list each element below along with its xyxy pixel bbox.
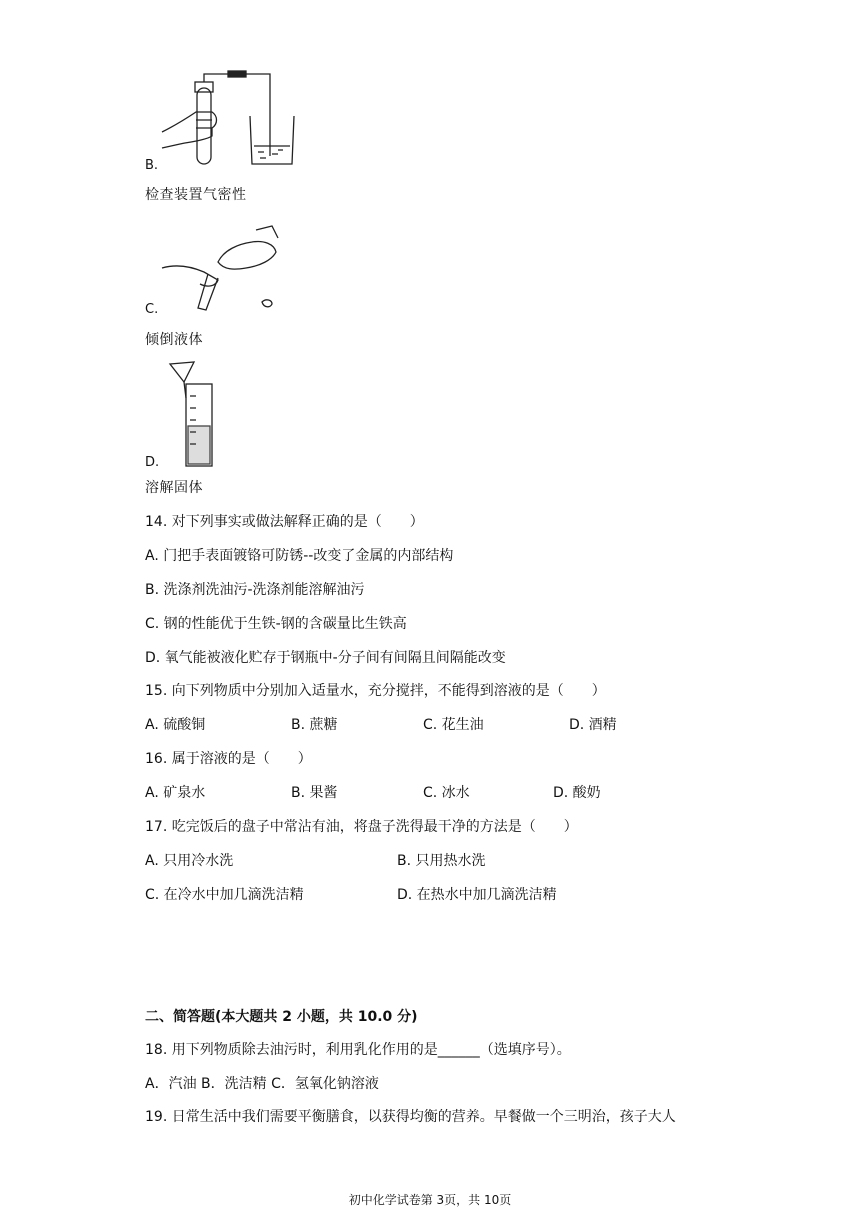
question-15-option-d: D. 酒精 [569, 717, 617, 733]
option-d-label: D. [145, 455, 160, 470]
option-b-label: B. [145, 158, 159, 173]
question-19-stem: 19. 日常生活中我们需要平衡膳食，以获得均衡的营养。早餐做一个三明治，孩子大人 [145, 1109, 676, 1125]
question-16-option-c: C. 冰水 [423, 785, 470, 801]
pouring-liquid-illustration [160, 222, 280, 312]
question-15-stem: 15. 向下列物质中分别加入适量水，充分搅拌，不能得到溶液的是（ ） [145, 683, 606, 699]
question-15-option-b: B. 蔗糖 [291, 717, 338, 733]
question-16-option-a: A. 矿泉水 [145, 785, 206, 801]
question-16-option-d: D. 酸奶 [553, 785, 601, 801]
question-18-stem: 18. 用下列物质除去油污时，利用乳化作用的是______（选填序号）。 [145, 1042, 571, 1058]
question-17-stem: 17. 吃完饭后的盘子中常沾有油，将盘子洗得最干净的方法是（ ） [145, 819, 578, 835]
question-14-option-a: A. 门把手表面镀铬可防锈--改变了金属的内部结构 [145, 548, 454, 564]
question-14-option-d: D. 氧气能被液化贮存于钢瓶中-分子间有间隔且间隔能改变 [145, 650, 506, 666]
question-17-option-d: D. 在热水中加几滴洗洁精 [397, 887, 557, 903]
question-16-option-b: B. 果酱 [291, 785, 338, 801]
option-c-caption: 倾倒液体 [145, 332, 203, 348]
question-17-option-a: A. 只用冷水洗 [145, 853, 234, 869]
dissolving-solid-illustration [160, 360, 240, 470]
question-17-option-b: B. 只用热水洗 [397, 853, 486, 869]
section-2-title: 二、简答题(本大题共 2 小题，共 10.0 分) [145, 1009, 418, 1025]
airtightness-check-illustration [160, 68, 300, 168]
question-14-option-b: B. 洗涤剂洗油污-洗涤剂能溶解油污 [145, 582, 365, 598]
question-14-option-c: C. 钢的性能优于生铁-钢的含碳量比生铁高 [145, 616, 407, 632]
option-c-label: C. [145, 302, 159, 317]
option-b-caption: 检查装置气密性 [145, 187, 247, 203]
question-15-option-a: A. 硫酸铜 [145, 717, 206, 733]
question-14-stem: 14. 对下列事实或做法解释正确的是（ ） [145, 514, 424, 530]
question-17-option-c: C. 在冷水中加几滴洗洁精 [145, 887, 304, 903]
page-footer: 初中化学试卷第 3页，共 10页 [348, 1193, 512, 1207]
question-15-option-c: C. 花生油 [423, 717, 484, 733]
question-18-options: A．汽油 B．洗洁精 C．氢氧化钠溶液 [145, 1076, 379, 1092]
question-16-stem: 16. 属于溶液的是（ ） [145, 751, 312, 767]
option-d-caption: 溶解固体 [145, 480, 203, 496]
